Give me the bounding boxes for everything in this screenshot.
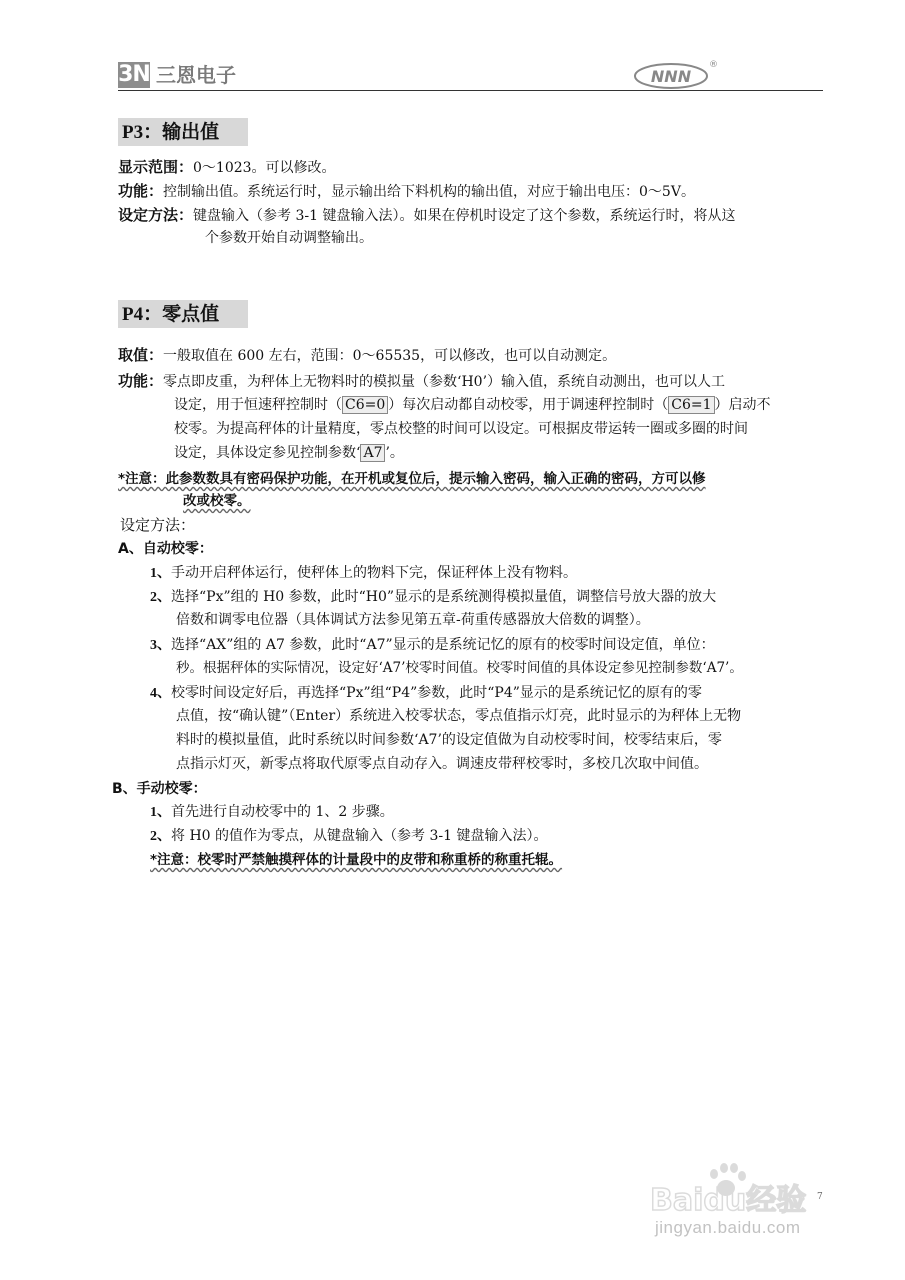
param-c6-1: C6=1 [668, 396, 714, 414]
auto-step-cont: 点指示灯灭，新零点将取代原零点自动存入。调速皮带秤校零时，多校几次取中间值。 [176, 756, 708, 772]
auto-zero-heading: A、自动校零： [118, 541, 213, 557]
header-divider [118, 90, 823, 91]
p4-func-line-2: 设定，用于恒速秤控制时（ C6=0 ）每次启动都自动校零，用于调速秤控制时（ C6=1 ）启动不 [174, 397, 771, 413]
auto-step: 3、选择“AX”组的 A7 参数，此时“A7”显示的是系统记忆的原有的校零时间设定值，单位： [150, 637, 715, 653]
p3-method-label: 设定方法： [118, 206, 194, 224]
auto-step-cont: 秒。根据秤体的实际情况，设定好‘A7’校零时间值。校零时间值的具体设定参见控制参数‘A7’。 [176, 660, 743, 676]
p3-method-line [118, 206, 735, 225]
p3-range-label: 显示范围： [118, 158, 194, 176]
p4-note-line-2: 改或校零。 [183, 493, 251, 509]
p3-method-line-2: 个参数开始自动调整输出。 [205, 230, 373, 246]
p4-value-line [118, 346, 616, 365]
p3-func-line [118, 182, 695, 201]
page-number: 7 [817, 1192, 823, 1202]
p3-func-text: 控制输出值。系统运行时，显示输出给下料机构的输出值，对应于输出电压：0～5V。 [163, 184, 695, 200]
param-a7: A7 [360, 444, 385, 462]
brand-logo [633, 58, 718, 90]
p4-func-line-4: 设定，具体设定参见控制参数‘ A7 ’。 [174, 445, 404, 461]
registered-mark: ® [709, 60, 718, 70]
auto-step-cont: 倍数和调零电位器（具体调试方法参见第五章-荷重传感器放大倍数的调整）。 [176, 612, 650, 628]
manual-zero-heading: B、手动校零： [112, 781, 207, 797]
manual-step: 1、首先进行自动校零中的 1、2 步骤。 [150, 804, 394, 820]
watermark-url: jingyan.baidu.com [655, 1218, 801, 1237]
p4-func-label: 功能： [118, 372, 164, 390]
p3-method-text-1: 键盘输入（参考 3-1 键盘输入法）。如果在停机时设定了这个参数，系统运行时，将从这 [193, 208, 736, 224]
p4-method-label: 设定方法： [120, 516, 196, 534]
p4-value-text: 一般取值在 600 左右，范围：0～65535，可以修改，也可以自动测定。 [163, 348, 617, 364]
section-title-p4: P4：零点值 [118, 300, 248, 328]
auto-step: 1、手动开启秤体运行，使秤体上的物料下完，保证秤体上没有物料。 [150, 565, 577, 581]
p4-func-line-1 [118, 372, 725, 391]
p4-func-line-3: 校零。为提高秤体的计量精度，零点校整的时间可以设定。可根据皮带运转一圈或多圈的时间 [174, 421, 748, 437]
auto-step: 2、选择“Px”组的 H0 参数，此时“H0”显示的是系统测得模拟量值，调整信号放大器的放大 [150, 589, 717, 605]
auto-step-cont: 点值，按“确认键”（Enter）系统进入校零状态，零点值指示灯亮，此时显示的为秤体上无物 [176, 708, 742, 724]
p4-note-line-1: *注意：此参数数具有密码保护功能，在开机或复位后，提示输入密码，输入正确的密码，方可以修 [118, 471, 706, 487]
company-logo-mark: 3N [118, 62, 150, 87]
p4-value-label: 取值： [118, 346, 164, 364]
auto-step-cont: 料时的模拟量值，此时系统以时间参数‘A7’的设定值做为自动校零时间，校零结束后，零 [176, 732, 722, 748]
p4-func-text-1: 零点即皮重，为秤体上无物料时的模拟量（参数‘H0’）输入值，系统自动测出，也可以人工 [163, 374, 726, 390]
watermark-main-text: Baidu经验 [650, 1183, 807, 1218]
auto-step: 4、校零时间设定好后，再选择“Px”组“P4”参数，此时“P4”显示的是系统记忆的原有的零 [150, 685, 702, 701]
final-warning-note: *注意：校零时严禁触摸秤体的计量段中的皮带和称重桥的称重托辊。 [150, 852, 563, 868]
section-title-p3: P3：输出值 [118, 118, 248, 146]
p3-range-line [118, 158, 336, 177]
param-c6-0: C6=0 [342, 396, 388, 414]
p3-range-text: 0～1023。可以修改。 [193, 160, 336, 176]
company-name: 三恩电子 [156, 63, 236, 87]
brand-logo-text: NNN [650, 67, 692, 86]
manual-step: 2、将 H0 的值作为零点，从键盘输入（参考 3-1 键盘输入法）。 [150, 828, 548, 844]
p3-func-label: 功能： [118, 182, 164, 200]
